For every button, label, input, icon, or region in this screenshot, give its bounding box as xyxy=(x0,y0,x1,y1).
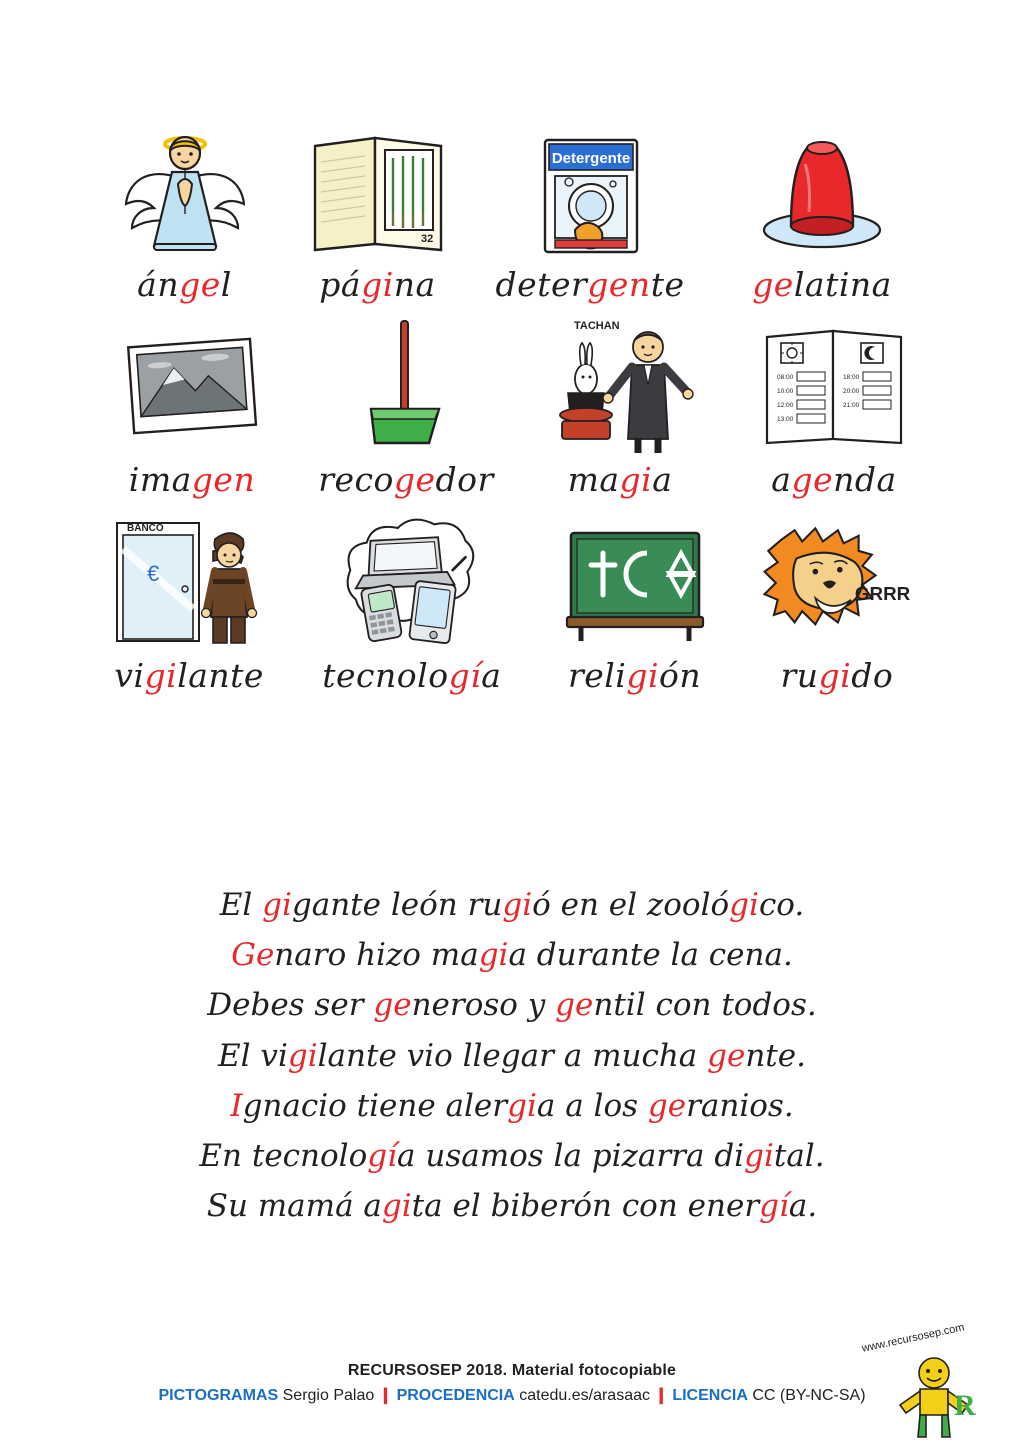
pictogramas-value: Sergio Palao xyxy=(282,1387,375,1404)
pictogram-row xyxy=(88,313,938,498)
lion-roar-text: GRRR xyxy=(854,582,911,604)
dustpan-pictogram xyxy=(326,313,486,458)
sentence-3: Debes ser generoso y gentil con todos. xyxy=(207,987,817,1024)
svg-text:21:00: 21:00 xyxy=(842,402,859,410)
sentence-7: Su mamá agita el biberón con energía. xyxy=(206,1188,818,1225)
jelly-dessert-pictogram xyxy=(742,118,902,263)
word-label: tecnología xyxy=(322,655,502,695)
procedencia-value: catedu.es/arasaac xyxy=(519,1387,650,1404)
procedencia-label: PROCEDENCIA xyxy=(396,1387,515,1404)
word-label: religión xyxy=(567,655,702,695)
word-label: agenda xyxy=(771,460,897,500)
angel-pictogram xyxy=(105,118,265,263)
sentence-1: El gigante león rugió en el zoológico. xyxy=(219,887,805,923)
word-label: imagen xyxy=(128,460,256,500)
word-label: magia xyxy=(567,460,673,500)
laptop-and-phones-pictogram xyxy=(332,509,492,654)
page-number-text: 32 xyxy=(420,233,433,245)
pictogram-card-recogedor xyxy=(302,313,510,498)
word-label: ángel xyxy=(137,265,232,304)
svg-text:€: € xyxy=(147,560,160,586)
magician-pictogram xyxy=(540,313,700,458)
bank-sign-text: BANCO xyxy=(127,522,164,534)
svg-text:R: R xyxy=(954,1389,976,1422)
detergent-label-text: Detergente xyxy=(551,150,631,167)
agenda-planner-pictogram xyxy=(754,313,914,458)
recursosep-logo xyxy=(854,1321,1014,1441)
open-book-page-pictogram xyxy=(298,118,458,263)
pictogramas-label: PICTOGRAMAS xyxy=(158,1387,279,1404)
pictogram-card-religion xyxy=(533,509,735,694)
word-label: vigilante xyxy=(114,655,264,695)
separator-2: ❙ xyxy=(654,1387,668,1404)
pictogram-card-gelatina xyxy=(706,118,938,303)
detergent-box-pictogram xyxy=(510,118,670,263)
svg-text:13:00: 13:00 xyxy=(776,416,793,424)
sentence-5: Ignacio tiene alergia a los geranios. xyxy=(230,1087,794,1124)
pictogram-card-imagen xyxy=(88,313,296,498)
religion-blackboard-pictogram xyxy=(555,509,715,654)
photograph-image-pictogram xyxy=(112,313,272,458)
sentence-6: En tecnología usamos la pizarra digital. xyxy=(199,1138,825,1175)
pictogram-grid xyxy=(88,118,938,704)
pictogram-card-detergente xyxy=(474,118,706,303)
pictogram-card-tecnologia xyxy=(290,509,533,694)
word-label: recogedor xyxy=(318,460,494,500)
pictogram-card-pagina xyxy=(281,118,474,303)
pictogram-card-rugido xyxy=(736,509,938,694)
licencia-label: LICENCIA xyxy=(672,1387,748,1404)
word-label: gelatina xyxy=(752,265,892,304)
logo-url-text: www.recursosep.com xyxy=(860,1321,966,1355)
sentence-4: El vigilante vio llegar a mucha gente. xyxy=(218,1037,806,1074)
pictogram-row xyxy=(88,509,938,694)
footer-copyright: RECURSOSEP 2018. Material fotocopiable xyxy=(347,1362,677,1379)
word-label: detergente xyxy=(495,265,685,304)
sentence-list xyxy=(0,880,1024,1232)
svg-text:18:00: 18:00 xyxy=(842,374,859,382)
magic-word-text: TACHAN xyxy=(574,320,620,333)
licencia-value: CC (BY-NC-SA) xyxy=(752,1387,866,1404)
svg-text:08:00: 08:00 xyxy=(776,374,793,382)
svg-text:12:00: 12:00 xyxy=(776,402,793,410)
pictogram-card-magia xyxy=(516,313,724,498)
word-label: rugido xyxy=(780,655,894,695)
svg-text:20:00: 20:00 xyxy=(842,388,859,396)
pictogram-row xyxy=(88,118,938,303)
word-label: página xyxy=(319,265,436,304)
separator-1: ❙ xyxy=(378,1387,393,1404)
lion-roar-pictogram xyxy=(757,509,917,654)
agenda-times-right xyxy=(843,374,860,409)
pictogram-card-agenda xyxy=(730,313,938,498)
pictogram-card-vigilante xyxy=(88,509,290,694)
pictogram-card-angel xyxy=(88,118,281,303)
svg-text:10:00: 10:00 xyxy=(776,388,793,396)
sentence-2: Genaro hizo magia durante la cena. xyxy=(231,937,793,974)
security-guard-pictogram xyxy=(109,509,269,654)
